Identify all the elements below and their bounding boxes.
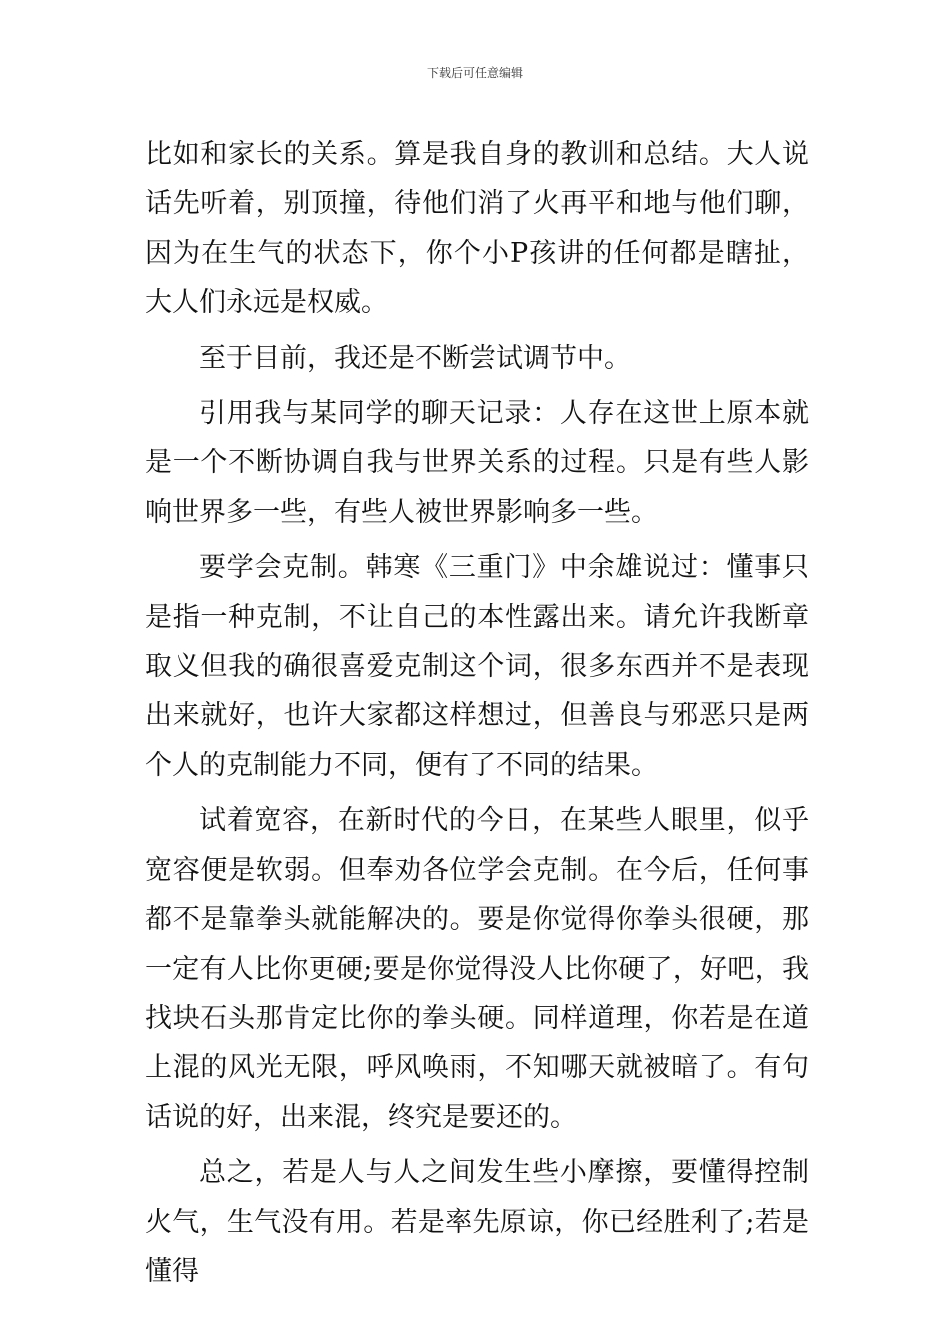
page-header: 下载后可任意编辑 — [426, 66, 523, 80]
paragraph-1: 比如和家长的关系。算是我自身的教训和总结。大人说话先听着，别顶撞，待他们消了火再平和地与他们聊，因为在生气的状态下，你个小P孩讲的任何都是瞎扯，大人们永远是权威。 — [145, 139, 809, 319]
paragraph-6: 总之，若是人与人之间发生些小摩擦，要懂得控制火气，生气没有用。若是率先原谅，你已经胜利了;若是懂得 — [145, 1157, 809, 1287]
document-body — [145, 130, 809, 1302]
paragraph-2: 至于目前，我还是不断尝试调节中。 — [199, 342, 631, 374]
paragraph-4: 要学会克制。韩寒《三重门》中余雄说过：懂事只是指一种克制，不让自己的本性露出来。请允许我断章取义但我的确很喜爱克制这个词，很多东西并不是表现出来就好，也许大家都这样想过，但善良与邪恶只是两个人的克制能力不同，便有了不同的结果。 — [145, 552, 809, 781]
paragraph-5: 试着宽容，在新时代的今日，在某些人眼里，似乎宽容便是软弱。但奉劝各位学会克制。在今后，任何事都不是靠拳头就能解决的。要是你觉得你拳头很硬，那一定有人比你更硬;要是你觉得没人比你硬了，好吧，我找块石头那肯定比你的拳头硬。同样道理，你若是在道上混的风光无限，呼风唤雨，不知哪天就被暗了。有句话说的好，出来混，终究是要还的。 — [145, 805, 809, 1133]
paragraph-3: 引用我与某同学的聊天记录：人存在这世上原本就是一个不断协调自我与世界关系的过程。只是有些人影响世界多一些，有些人被世界影响多一些。 — [145, 398, 809, 528]
